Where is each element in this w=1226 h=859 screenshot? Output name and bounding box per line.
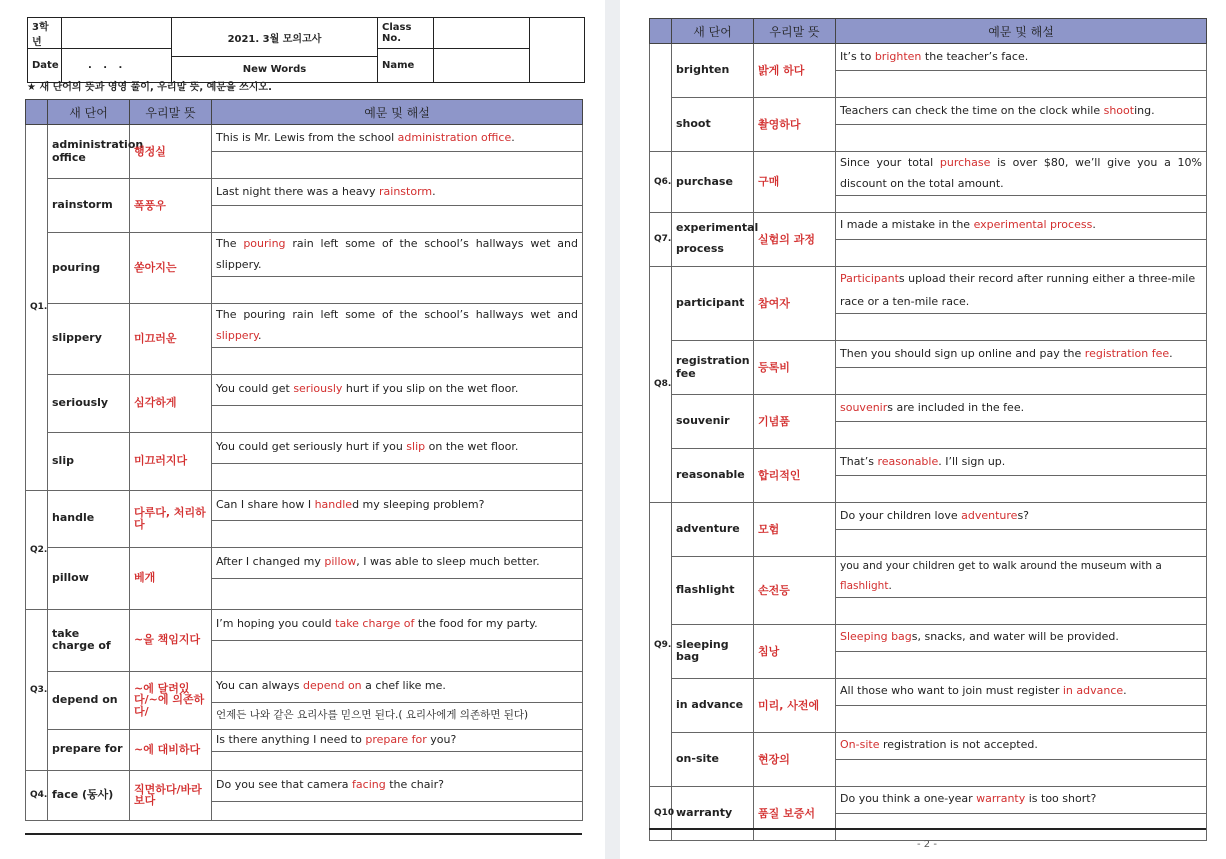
- example-sentence: Last night there was a heavy rainstorm.: [212, 179, 583, 206]
- vocab-word: rainstorm: [48, 179, 130, 233]
- vocab-word: registration fee: [672, 341, 754, 395]
- vocab-meaning: ~에 대비하다: [130, 729, 212, 770]
- vocab-word: sleeping bag: [672, 624, 754, 678]
- vocab-meaning: 직면하다/바라보다: [130, 770, 212, 820]
- answer-line[interactable]: [836, 476, 1207, 503]
- highlighted-word: rainstorm: [379, 184, 433, 198]
- example-sentence: Do you see that camera facing the chair?: [212, 770, 583, 801]
- vocab-meaning: 합리적인: [754, 449, 836, 503]
- answer-line[interactable]: [836, 239, 1207, 266]
- vocab-meaning: 구매: [754, 152, 836, 213]
- vocab-meaning: 미끄러운: [130, 303, 212, 374]
- vocab-meaning: 베개: [130, 547, 212, 609]
- question-label: Q3.: [26, 609, 48, 770]
- grade-field[interactable]: [62, 18, 172, 49]
- vocab-meaning: 쏟아지는: [130, 233, 212, 304]
- vocab-meaning: 품질 보증서: [754, 786, 836, 840]
- vocab-meaning: 촬영하다: [754, 98, 836, 152]
- grade-label: 3학년: [28, 18, 62, 49]
- highlighted-word: in advance: [1062, 684, 1124, 698]
- question-label: [650, 44, 672, 152]
- meaning-col-header: 우리말 뜻: [754, 19, 836, 44]
- highlighted-word: On-site: [840, 738, 880, 752]
- vocab-meaning: 참여자: [754, 266, 836, 340]
- highlighted-word: pillow: [324, 555, 357, 569]
- vocab-meaning: ~에 달려있다/~에 의존하다/: [130, 671, 212, 729]
- exam-title: 2021. 3월 모의고사: [172, 18, 378, 57]
- answer-line[interactable]: [836, 651, 1207, 678]
- highlighted-word: depend on: [303, 679, 362, 693]
- answer-line[interactable]: [212, 463, 583, 490]
- example-sentence: You could get seriously hurt if you slip on the wet floor.: [212, 374, 583, 405]
- highlighted-word: seriously: [293, 382, 343, 396]
- answer-line[interactable]: [836, 530, 1207, 557]
- word-col-header: 새 단어: [672, 19, 754, 44]
- example-sentence: The pouring rain left some of the school’s hallways wet and slippery.: [212, 233, 583, 277]
- highlighted-word: slippery: [216, 329, 259, 343]
- answer-line[interactable]: [212, 206, 583, 233]
- vocab-word: flashlight: [672, 557, 754, 625]
- vocab-word: on-site: [672, 732, 754, 786]
- answer-line[interactable]: [212, 640, 583, 671]
- question-label: Q2.: [26, 490, 48, 609]
- example-sentence: It’s to brighten the teacher’s face.: [836, 44, 1207, 71]
- example-sentence: Do your children love adventures?: [836, 503, 1207, 530]
- vocab-word: shoot: [672, 98, 754, 152]
- answer-line[interactable]: [836, 71, 1207, 98]
- vocab-word: take charge of: [48, 609, 130, 671]
- answer-line[interactable]: [836, 125, 1207, 152]
- highlighted-word: warranty: [976, 792, 1026, 806]
- example-sentence: Do you think a one-year warranty is too short?: [836, 786, 1207, 813]
- example-sentence: Sleeping bags, snacks, and water will be provided.: [836, 624, 1207, 651]
- highlighted-word: purchase: [939, 156, 991, 169]
- vocab-word: handle: [48, 490, 130, 547]
- example-sentence: All those who want to join must register in advance.: [836, 678, 1207, 705]
- answer-line[interactable]: [212, 405, 583, 432]
- answer-line[interactable]: [836, 597, 1207, 624]
- highlighted-word: Participant: [840, 271, 899, 285]
- vocab-table-right: [649, 18, 1207, 841]
- answer-line[interactable]: [836, 705, 1207, 732]
- answer-line[interactable]: [212, 276, 583, 303]
- vocab-word: slippery: [48, 303, 130, 374]
- example-sentence: I made a mistake in the experimental process.: [836, 212, 1207, 239]
- answer-line[interactable]: [212, 801, 583, 820]
- example-sentence: That’s reasonable. I’ll sign up.: [836, 449, 1207, 476]
- vocab-word: administration office: [48, 125, 130, 179]
- vocab-meaning: 모험: [754, 503, 836, 557]
- vocab-meaning: 손전등: [754, 557, 836, 625]
- vocab-meaning: 등록비: [754, 341, 836, 395]
- vocab-meaning: 기념품: [754, 395, 836, 449]
- vocab-meaning: 미리, 사전에: [754, 678, 836, 732]
- highlighted-word: souvenir: [840, 400, 888, 414]
- question-label: Q7.: [650, 212, 672, 266]
- answer-line[interactable]: [212, 520, 583, 547]
- highlighted-word: handle: [314, 497, 353, 511]
- highlighted-word: experimental process: [973, 218, 1093, 232]
- highlighted-word: Sleeping bag: [840, 630, 912, 644]
- vocab-word: purchase: [672, 152, 754, 213]
- question-label: Q10: [650, 786, 672, 840]
- highlighted-word: reasonable: [877, 454, 939, 468]
- date-field[interactable]: . . .: [62, 49, 172, 83]
- example-sentence: Is there anything I need to prepare for you?: [212, 729, 583, 751]
- vocab-meaning: 심각하게: [130, 374, 212, 432]
- highlighted-word: administration office: [397, 130, 512, 144]
- vocab-meaning: 행정실: [130, 125, 212, 179]
- answer-line[interactable]: [836, 422, 1207, 449]
- vocab-word: souvenir: [672, 395, 754, 449]
- vocab-meaning: 미끄러지다: [130, 432, 212, 490]
- answer-line[interactable]: [836, 813, 1207, 840]
- highlighted-word: shoot: [1103, 103, 1135, 117]
- vocab-word: pouring: [48, 233, 130, 304]
- vocab-meaning: ~을 책임지다: [130, 609, 212, 671]
- meaning-col-header: 우리말 뜻: [130, 100, 212, 125]
- worksheet-header: [27, 17, 585, 83]
- question-label: Q9.: [650, 503, 672, 787]
- answer-line[interactable]: [212, 751, 583, 770]
- example-sentence: This is Mr. Lewis from the school administration office.: [212, 125, 583, 152]
- question-label: Q1.: [26, 125, 48, 491]
- vocab-table-left: [25, 99, 583, 821]
- highlighted-word: registration fee: [1084, 346, 1170, 360]
- highlighted-word: pouring: [243, 237, 286, 250]
- highlighted-word: facing: [352, 778, 386, 792]
- worksheet-page-left: [0, 0, 605, 859]
- vocab-word: slip: [48, 432, 130, 490]
- example-sentence: After I changed my pillow, I was able to sleep much better.: [212, 547, 583, 578]
- highlighted-word: adventure: [961, 508, 1018, 522]
- answer-line[interactable]: [212, 347, 583, 374]
- example-sentence: souvenirs are included in the fee.: [836, 395, 1207, 422]
- answer-line[interactable]: [212, 578, 583, 609]
- date-label: Date: [28, 49, 62, 83]
- answer-line[interactable]: [212, 152, 583, 179]
- page-bottom-rule: [25, 833, 582, 835]
- example-sentence: You can always depend on a chef like me.: [212, 671, 583, 702]
- question-col-header: [650, 19, 672, 44]
- answer-line[interactable]: [836, 368, 1207, 395]
- instructions: ★ 새 단어의 뜻과 영영 풀이, 우리말 뜻, 예문을 쓰시오.: [27, 82, 272, 93]
- example-sentence: You could get seriously hurt if you slip on the wet floor.: [212, 432, 583, 463]
- answer-line[interactable]: [836, 759, 1207, 786]
- example-col-header: 예문 및 해설: [212, 100, 583, 125]
- vocab-word: depend on: [48, 671, 130, 729]
- example-sentence: I’m hoping you could take charge of the food for my party.: [212, 609, 583, 640]
- exam-subtitle: New Words: [172, 57, 378, 83]
- example-sentence: The pouring rain left some of the school’s hallways wet and slippery.: [212, 303, 583, 347]
- example-sentence: you and your children get to walk around the museum with a flashlight.: [836, 557, 1207, 598]
- highlighted-word: slip: [406, 440, 426, 454]
- example-sentence: On-site registration is not accepted.: [836, 732, 1207, 759]
- example-sentence: Participants upload their record after running either a three-mile race or a ten-mile race.: [836, 266, 1207, 313]
- answer-line[interactable]: [836, 314, 1207, 341]
- vocab-word: warranty: [672, 786, 754, 840]
- page-number: - 2 -: [917, 839, 937, 850]
- vocab-word: face (동사): [48, 770, 130, 820]
- name-field[interactable]: [434, 49, 530, 83]
- vocab-word: participant: [672, 266, 754, 340]
- vocab-word: experimental process: [672, 212, 754, 266]
- korean-translation-note: 언제든 나와 같은 요리사를 믿으면 된다.( 요리사에게 의존하면 된다): [212, 702, 583, 729]
- question-label: Q6.: [650, 152, 672, 213]
- vocab-word: reasonable: [672, 449, 754, 503]
- highlighted-word: prepare for: [365, 732, 427, 746]
- highlighted-word: brighten: [874, 49, 922, 63]
- example-sentence: Teachers can check the time on the clock while shooting.: [836, 98, 1207, 125]
- vocab-word: in advance: [672, 678, 754, 732]
- vocab-meaning: 폭풍우: [130, 179, 212, 233]
- example-sentence: Since your total purchase is over $80, we’ll give you a 10% discount on the total amount.: [836, 152, 1207, 196]
- answer-line[interactable]: [836, 195, 1207, 212]
- class-no-label: Class No.: [378, 18, 434, 49]
- example-sentence: Then you should sign up online and pay the registration fee.: [836, 341, 1207, 368]
- vocab-meaning: 침낭: [754, 624, 836, 678]
- example-col-header: 예문 및 해설: [836, 19, 1207, 44]
- vocab-word: seriously: [48, 374, 130, 432]
- vocab-word: adventure: [672, 503, 754, 557]
- question-label: Q8.: [650, 266, 672, 502]
- question-col-header: [26, 100, 48, 125]
- vocab-meaning: 밝게 하다: [754, 44, 836, 98]
- vocab-meaning: 현장의: [754, 732, 836, 786]
- vocab-meaning: 실험의 과정: [754, 212, 836, 266]
- page-bottom-rule: [649, 828, 1206, 830]
- highlighted-word: take charge of: [335, 617, 415, 631]
- question-label: Q4.: [26, 770, 48, 820]
- vocab-word: prepare for: [48, 729, 130, 770]
- vocab-word: pillow: [48, 547, 130, 609]
- word-col-header: 새 단어: [48, 100, 130, 125]
- class-no-field[interactable]: [434, 18, 530, 49]
- vocab-meaning: 다루다, 처리하다: [130, 490, 212, 547]
- header-blank-box: [530, 18, 585, 83]
- highlighted-word: flashlight: [840, 580, 889, 592]
- vocab-word: brighten: [672, 44, 754, 98]
- example-sentence: Can I share how I handled my sleeping problem?: [212, 490, 583, 520]
- name-label: Name: [378, 49, 434, 83]
